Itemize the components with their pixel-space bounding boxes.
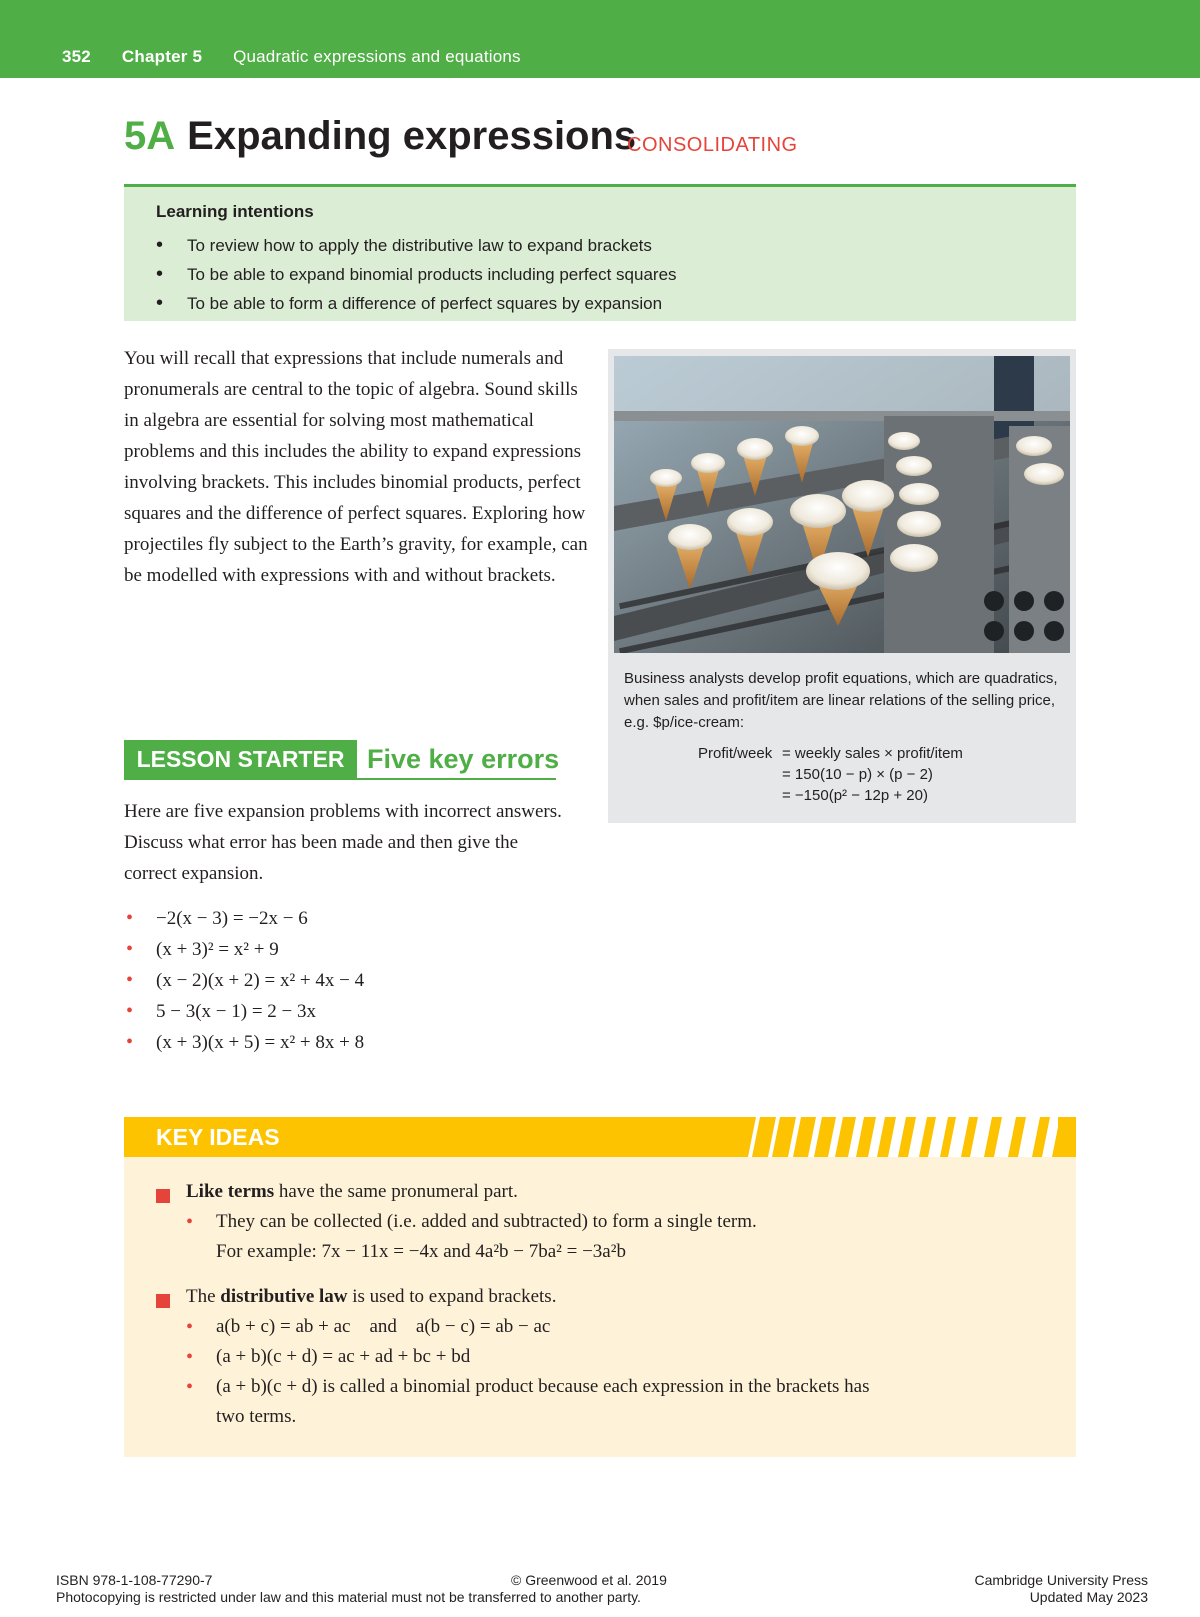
learning-intention-item: • To be able to expand binomial products including perfect squares xyxy=(156,260,677,289)
error-item: • (x − 2)(x + 2) = x² + 4x − 4 xyxy=(124,965,364,996)
distributive-pre: The xyxy=(186,1286,221,1307)
bullet-square-icon xyxy=(156,1189,170,1203)
lesson-starter-rule xyxy=(124,778,556,780)
distributive-item: • (a + b)(c + d) = ac + ad + bc + bd xyxy=(186,1346,470,1368)
bullet-square-icon xyxy=(156,1294,170,1308)
section-tag: CONSOLIDATING xyxy=(627,134,798,156)
error-item: • (x + 3)² = x² + 9 xyxy=(124,934,364,965)
distributive-item: • a(b + c) = ab + ac and a(b − c) = ab − ac xyxy=(186,1316,550,1338)
running-header xyxy=(62,47,547,67)
lesson-starter-title: Five key errors xyxy=(367,744,560,774)
learning-intentions-box xyxy=(124,184,1076,321)
photo-caption: Business analysts develop profit equations, which are quadratics, when sales and profit/item are linear relations of the selling price, e.g. $p/ice-cream: xyxy=(624,670,1058,731)
error-list xyxy=(124,903,364,1058)
formula-row: = 150(10 − p) × (p − 2) xyxy=(782,766,933,783)
error-item: • (x + 3)(x + 5) = x² + 8x + 8 xyxy=(124,1027,364,1058)
learning-intentions-heading: Learning intentions xyxy=(156,202,314,221)
section-heading xyxy=(124,114,636,159)
distributive-term: distributive law xyxy=(220,1286,348,1307)
chapter-label: Chapter 5 xyxy=(121,47,203,66)
like-terms-rest: have the same pronumeral part. xyxy=(274,1181,518,1202)
section-title: Expanding expressions xyxy=(187,114,637,158)
intro-paragraph: You will recall that expressions that include numerals and pronumerals are central to the topic of algebra. Sound skills in algebra are essential for solving most mathematical problems and this includes the ability to expand expressions involving brackets. This includes binomial products, perfect squares and the difference of perfect squares. Exploring how projectiles fly subject to the Earth’s gravity, for example, can be modelled with expressions with and without brackets. xyxy=(124,348,588,586)
learning-intentions-list xyxy=(156,231,677,318)
formula-row: = −150(p² − 12p + 20) xyxy=(782,787,928,804)
lesson-starter-text: Here are five expansion problems with incorrect answers. Discuss what error has been made and then give the correct expansion. xyxy=(124,801,562,884)
lesson-starter-label: LESSON STARTER xyxy=(124,740,357,778)
footer-copyright: © Greenwood et al. 2019 xyxy=(511,1572,667,1588)
stripes-decoration xyxy=(748,1117,1058,1157)
formula-lhs: Profit/week xyxy=(698,745,773,762)
footer-updated: Updated May 2023 xyxy=(1029,1589,1148,1605)
like-terms-term: Like terms xyxy=(186,1181,275,1202)
distributive-idea xyxy=(186,1286,556,1308)
footer-notice: Photocopying is restricted under law and this material must not be transferred to another party. xyxy=(56,1589,641,1605)
formula-row: = weekly sales × profit/item xyxy=(782,745,963,762)
error-item: • 5 − 3(x − 1) = 2 − 3x xyxy=(124,996,364,1027)
key-ideas-title: KEY IDEAS xyxy=(156,1124,280,1150)
error-item: • −2(x − 3) = −2x − 6 xyxy=(124,903,364,934)
photo-panel xyxy=(608,349,1076,823)
ice-cream-production-line-photo xyxy=(614,356,1070,653)
learning-intention-item: • To review how to apply the distributive law to expand brackets xyxy=(156,231,677,260)
like-terms-example: For example: 7x − 11x = −4x and 4a²b − 7ba² = −3a²b xyxy=(216,1241,626,1262)
chapter-title: Quadratic expressions and equations xyxy=(233,47,521,66)
footer-publisher: Cambridge University Press xyxy=(974,1572,1148,1588)
section-code: 5A xyxy=(124,114,176,158)
distributive-item: • (a + b)(c + d) is called a binomial product because each expression in the brackets has xyxy=(186,1376,869,1398)
footer-isbn: ISBN 978-1-108-77290-7 xyxy=(56,1572,213,1588)
key-ideas-bar xyxy=(124,1117,1076,1157)
distributive-rest: is used to expand brackets. xyxy=(347,1286,557,1307)
page-number: 352 xyxy=(62,47,91,66)
learning-intention-item: • To be able to form a difference of perfect squares by expansion xyxy=(156,289,677,318)
distributive-continuation: two terms. xyxy=(216,1406,297,1427)
like-terms-sub: • They can be collected (i.e. added and subtracted) to form a single term. xyxy=(186,1211,757,1233)
like-terms-idea xyxy=(186,1181,518,1203)
key-ideas-box xyxy=(124,1157,1076,1457)
